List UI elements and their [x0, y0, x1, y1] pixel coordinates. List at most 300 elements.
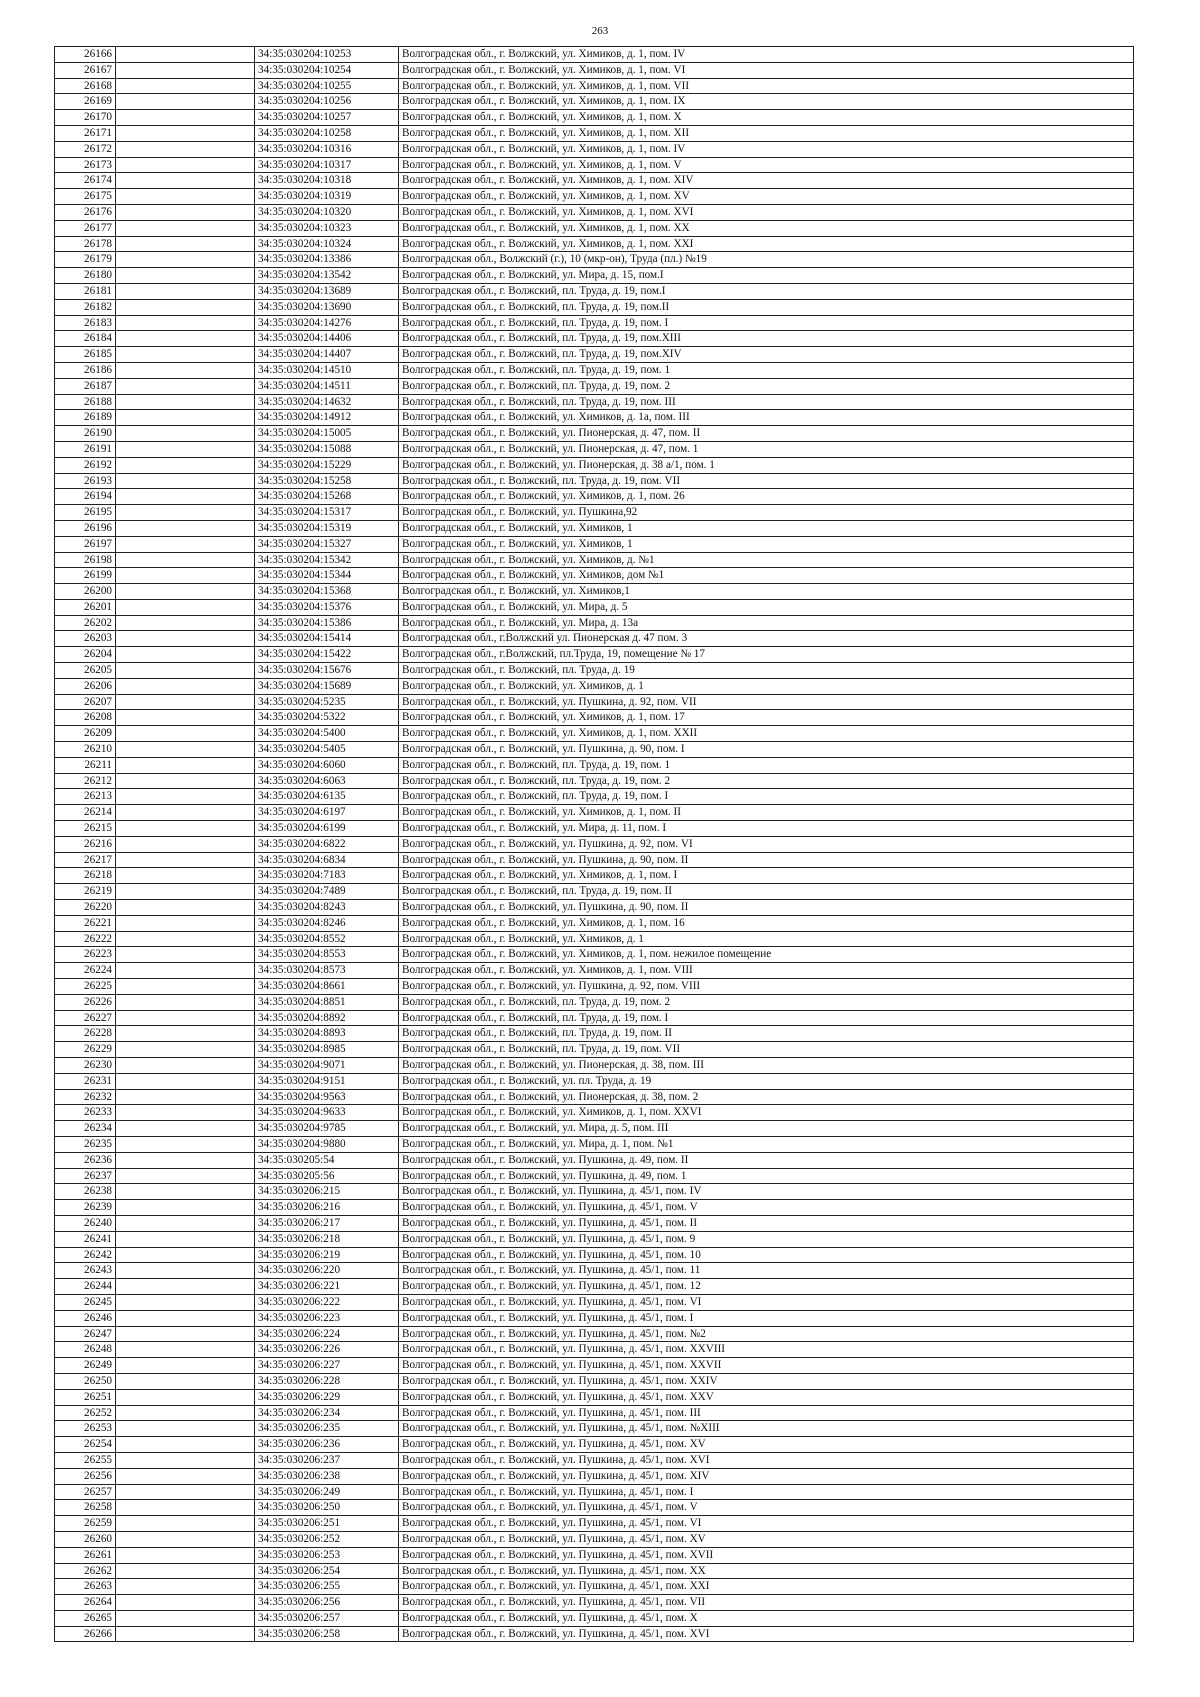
empty-cell: [116, 1452, 255, 1468]
table-row: [55, 1484, 1134, 1500]
empty-cell: [116, 78, 255, 94]
empty-cell: [116, 584, 255, 600]
cadastral-number-cell: 34:35:030204:14511: [255, 378, 399, 394]
empty-cell: [116, 252, 255, 268]
address-cell: Волгоградская обл., г. Волжский, ул. Пушкина, д. 92, пом. VI: [399, 836, 1134, 852]
table-row: [55, 1294, 1134, 1310]
table-row: [55, 141, 1134, 157]
cadastral-number-cell: 34:35:030204:14912: [255, 410, 399, 426]
table-row: [55, 1421, 1134, 1437]
table-row: [55, 821, 1134, 837]
table-row: [55, 852, 1134, 868]
address-cell: Волгоградская обл., г. Волжский, пл. Труда, д. 19, пом. II: [399, 1026, 1134, 1042]
row-number-cell: 26237: [55, 1168, 116, 1184]
table-row: [55, 283, 1134, 299]
table-row: [55, 884, 1134, 900]
row-number-cell: 26226: [55, 994, 116, 1010]
cadastral-number-cell: 34:35:030204:13386: [255, 252, 399, 268]
cadastral-number-cell: 34:35:030206:257: [255, 1610, 399, 1626]
table-row: [55, 173, 1134, 189]
empty-cell: [116, 1136, 255, 1152]
cadastral-number-cell: 34:35:030204:6060: [255, 757, 399, 773]
cadastral-number-cell: 34:35:030206:237: [255, 1452, 399, 1468]
empty-cell: [116, 979, 255, 995]
table-row: [55, 1531, 1134, 1547]
address-cell: Волгоградская обл., г. Волжский, ул. Пионерская, д. 38, пом. 2: [399, 1089, 1134, 1105]
address-cell: Волгоградская обл., г. Волжский, пл. Труда, д. 19, пом. VII: [399, 473, 1134, 489]
address-cell: Волгоградская обл., г. Волжский, пл. Труда, д. 19, пом. VII: [399, 1042, 1134, 1058]
address-cell: Волгоградская обл., г. Волжский, ул. Пионерская, д. 47, пом. II: [399, 426, 1134, 442]
row-number-cell: 26177: [55, 220, 116, 236]
table-row: [55, 189, 1134, 205]
row-number-cell: 26234: [55, 1121, 116, 1137]
cadastral-number-cell: 34:35:030204:6135: [255, 789, 399, 805]
cadastral-number-cell: 34:35:030204:9151: [255, 1073, 399, 1089]
cadastral-number-cell: 34:35:030204:8553: [255, 947, 399, 963]
cadastral-number-cell: 34:35:030204:10319: [255, 189, 399, 205]
empty-cell: [116, 1279, 255, 1295]
empty-cell: [116, 647, 255, 663]
address-cell: Волгоградская обл., г. Волжский, ул. Пушкина, д. 45/1, пом. I: [399, 1310, 1134, 1326]
empty-cell: [116, 1184, 255, 1200]
address-cell: Волгоградская обл., г. Волжский, ул. Пионерская, д. 38, пом. III: [399, 1058, 1134, 1074]
row-number-cell: 26168: [55, 78, 116, 94]
address-cell: Волгоградская обл., г. Волжский, ул. Химиков, д. 1, пом. IV: [399, 47, 1134, 63]
row-number-cell: 26221: [55, 915, 116, 931]
row-number-cell: 26223: [55, 947, 116, 963]
address-cell: Волгоградская обл., г. Волжский, ул. Пушкина, д. 45/1, пом. XXIV: [399, 1373, 1134, 1389]
row-number-cell: 26201: [55, 599, 116, 615]
row-number-cell: 26245: [55, 1294, 116, 1310]
empty-cell: [116, 947, 255, 963]
empty-cell: [116, 236, 255, 252]
empty-cell: [116, 568, 255, 584]
row-number-cell: 26242: [55, 1247, 116, 1263]
row-number-cell: 26232: [55, 1089, 116, 1105]
cadastral-number-cell: 34:35:030204:9563: [255, 1089, 399, 1105]
row-number-cell: 26198: [55, 552, 116, 568]
row-number-cell: 26205: [55, 663, 116, 679]
table-row: [55, 1547, 1134, 1563]
cadastral-number-cell: 34:35:030204:9071: [255, 1058, 399, 1074]
row-number-cell: 26243: [55, 1263, 116, 1279]
empty-cell: [116, 157, 255, 173]
row-number-cell: 26204: [55, 647, 116, 663]
row-number-cell: 26178: [55, 236, 116, 252]
cadastral-number-cell: 34:35:030204:10323: [255, 220, 399, 236]
row-number-cell: 26182: [55, 299, 116, 315]
table-row: [55, 47, 1134, 63]
table-row: [55, 1595, 1134, 1611]
row-number-cell: 26173: [55, 157, 116, 173]
cadastral-number-cell: 34:35:030204:14276: [255, 315, 399, 331]
cadastral-number-cell: 34:35:030206:256: [255, 1595, 399, 1611]
cadastral-number-cell: 34:35:030204:5400: [255, 726, 399, 742]
empty-cell: [116, 821, 255, 837]
table-row: [55, 900, 1134, 916]
empty-cell: [116, 299, 255, 315]
address-cell: Волгоградская обл., г. Волжский, ул. Химиков, д. 1, пом. нежилое помещение: [399, 947, 1134, 963]
table-row: [55, 1626, 1134, 1642]
empty-cell: [116, 347, 255, 363]
table-row: [55, 915, 1134, 931]
registry-body: [55, 47, 1134, 1642]
row-number-cell: 26231: [55, 1073, 116, 1089]
row-number-cell: 26200: [55, 584, 116, 600]
table-row: [55, 1010, 1134, 1026]
row-number-cell: 26184: [55, 331, 116, 347]
table-row: [55, 505, 1134, 521]
table-row: [55, 1121, 1134, 1137]
cadastral-number-cell: 34:35:030204:15386: [255, 615, 399, 631]
address-cell: Волгоградская обл., г. Волжский, пл. Труда, д. 19, пом.XIV: [399, 347, 1134, 363]
cadastral-number-cell: 34:35:030204:7183: [255, 868, 399, 884]
cadastral-number-cell: 34:35:030206:253: [255, 1547, 399, 1563]
address-cell: Волгоградская обл., г. Волжский, ул. Пушкина, д. 45/1, пом. XXVII: [399, 1358, 1134, 1374]
cadastral-number-cell: 34:35:030204:10320: [255, 204, 399, 220]
row-number-cell: 26186: [55, 362, 116, 378]
cadastral-number-cell: 34:35:030204:8985: [255, 1042, 399, 1058]
row-number-cell: 26196: [55, 520, 116, 536]
cadastral-number-cell: 34:35:030206:224: [255, 1326, 399, 1342]
page-number: 263: [591, 25, 609, 37]
table-row: [55, 615, 1134, 631]
address-cell: Волгоградская обл., г. Волжский, ул. Пионерская, д. 38 а/1, пом. 1: [399, 457, 1134, 473]
address-cell: Волгоградская обл., г. Волжский, ул. Пушкина, д. 45/1, пом. V: [399, 1200, 1134, 1216]
empty-cell: [116, 315, 255, 331]
empty-cell: [116, 536, 255, 552]
row-number-cell: 26209: [55, 726, 116, 742]
address-cell: Волгоградская обл., г. Волжский, ул. Химиков, д. 1, пом. XX: [399, 220, 1134, 236]
cadastral-number-cell: 34:35:030204:15689: [255, 678, 399, 694]
empty-cell: [116, 1358, 255, 1374]
row-number-cell: 26250: [55, 1373, 116, 1389]
empty-cell: [116, 1516, 255, 1532]
cadastral-number-cell: 34:35:030204:14406: [255, 331, 399, 347]
address-cell: Волгоградская обл., г. Волжский, ул. Пушкина, д. 45/1, пом. 9: [399, 1231, 1134, 1247]
empty-cell: [116, 1152, 255, 1168]
empty-cell: [116, 1626, 255, 1642]
empty-cell: [116, 1421, 255, 1437]
row-number-cell: 26235: [55, 1136, 116, 1152]
row-number-cell: 26260: [55, 1531, 116, 1547]
address-cell: Волгоградская обл., г. Волжский, ул. Химиков, д. 1, пом. XXII: [399, 726, 1134, 742]
cadastral-number-cell: 34:35:030204:10253: [255, 47, 399, 63]
table-row: [55, 78, 1134, 94]
row-number-cell: 26183: [55, 315, 116, 331]
table-row: [55, 94, 1134, 110]
cadastral-number-cell: 34:35:030204:10257: [255, 110, 399, 126]
address-cell: Волгоградская обл., г.Волжский ул. Пионерская д. 47 пом. 3: [399, 631, 1134, 647]
table-row: [55, 110, 1134, 126]
table-row: [55, 1437, 1134, 1453]
empty-cell: [116, 489, 255, 505]
address-cell: Волгоградская обл., г. Волжский, ул. Химиков, д. 1, пом. VI: [399, 62, 1134, 78]
row-number-cell: 26262: [55, 1563, 116, 1579]
address-cell: Волгоградская обл., г. Волжский, ул. Химиков, д. 1, пом. IV: [399, 141, 1134, 157]
table-row: [55, 236, 1134, 252]
cadastral-number-cell: 34:35:030204:9880: [255, 1136, 399, 1152]
row-number-cell: 26212: [55, 773, 116, 789]
address-cell: Волгоградская обл., г. Волжский, ул. Пушкина, д. 45/1, пом. XXV: [399, 1389, 1134, 1405]
table-row: [55, 1610, 1134, 1626]
empty-cell: [116, 1089, 255, 1105]
address-cell: Волгоградская обл., г. Волжский, ул. Пушкина, д. 45/1, пом. XVI: [399, 1452, 1134, 1468]
table-row: [55, 663, 1134, 679]
row-number-cell: 26255: [55, 1452, 116, 1468]
address-cell: Волгоградская обл., г. Волжский, ул. Мира, д. 5, пом. III: [399, 1121, 1134, 1137]
cadastral-number-cell: 34:35:030204:5322: [255, 710, 399, 726]
address-cell: Волгоградская обл., г. Волжский, ул. Химиков, д. 1, пом. VIII: [399, 963, 1134, 979]
cadastral-number-cell: 34:35:030206:234: [255, 1405, 399, 1421]
table-row: [55, 1563, 1134, 1579]
empty-cell: [116, 552, 255, 568]
table-row: [55, 1247, 1134, 1263]
table-row: [55, 694, 1134, 710]
address-cell: Волгоградская обл., г. Волжский, пл. Труда, д. 19, пом. 1: [399, 362, 1134, 378]
empty-cell: [116, 1105, 255, 1121]
row-number-cell: 26257: [55, 1484, 116, 1500]
table-row: [55, 963, 1134, 979]
cadastral-number-cell: 34:35:030206:254: [255, 1563, 399, 1579]
table-row: [55, 647, 1134, 663]
empty-cell: [116, 1405, 255, 1421]
cadastral-number-cell: 34:35:030206:215: [255, 1184, 399, 1200]
cadastral-number-cell: 34:35:030206:258: [255, 1626, 399, 1642]
empty-cell: [116, 441, 255, 457]
row-number-cell: 26208: [55, 710, 116, 726]
table-row: [55, 220, 1134, 236]
table-row: [55, 125, 1134, 141]
row-number-cell: 26239: [55, 1200, 116, 1216]
cadastral-number-cell: 34:35:030204:15368: [255, 584, 399, 600]
cadastral-number-cell: 34:35:030204:8243: [255, 900, 399, 916]
table-row: [55, 757, 1134, 773]
cadastral-number-cell: 34:35:030204:15258: [255, 473, 399, 489]
empty-cell: [116, 1468, 255, 1484]
table-row: [55, 426, 1134, 442]
empty-cell: [116, 189, 255, 205]
address-cell: Волгоградская обл., г. Волжский, ул. Химиков, д. 1, пом. IX: [399, 94, 1134, 110]
cadastral-number-cell: 34:35:030204:10317: [255, 157, 399, 173]
cadastral-number-cell: 34:35:030204:10254: [255, 62, 399, 78]
address-cell: Волгоградская обл., г. Волжский, ул. Химиков, д. 1, пом. XVI: [399, 204, 1134, 220]
table-row: [55, 947, 1134, 963]
table-row: [55, 1042, 1134, 1058]
cadastral-number-cell: 34:35:030204:15327: [255, 536, 399, 552]
row-number-cell: 26180: [55, 268, 116, 284]
address-cell: Волгоградская обл., г. Волжский, ул. Пушкина, д. 45/1, пом. VI: [399, 1516, 1134, 1532]
cadastral-number-cell: 34:35:030204:15268: [255, 489, 399, 505]
empty-cell: [116, 394, 255, 410]
row-number-cell: 26199: [55, 568, 116, 584]
empty-cell: [116, 410, 255, 426]
table-row: [55, 204, 1134, 220]
address-cell: Волгоградская обл., г. Волжский, ул. Мира, д. 13а: [399, 615, 1134, 631]
row-number-cell: 26175: [55, 189, 116, 205]
address-cell: Волгоградская обл., г. Волжский, ул. Химиков, д. 1, пом. 26: [399, 489, 1134, 505]
table-row: [55, 1263, 1134, 1279]
address-cell: Волгоградская обл., г. Волжский, ул. Химиков, д. 1, пом. X: [399, 110, 1134, 126]
row-number-cell: 26188: [55, 394, 116, 410]
row-number-cell: 26263: [55, 1579, 116, 1595]
row-number-cell: 26240: [55, 1215, 116, 1231]
row-number-cell: 26258: [55, 1500, 116, 1516]
table-row: [55, 1105, 1134, 1121]
address-cell: Волгоградская обл., г. Волжский, ул. Пушкина, д. 45/1, пом. №XIII: [399, 1421, 1134, 1437]
cadastral-number-cell: 34:35:030205:56: [255, 1168, 399, 1184]
cadastral-number-cell: 34:35:030204:15088: [255, 441, 399, 457]
row-number-cell: 26254: [55, 1437, 116, 1453]
row-number-cell: 26247: [55, 1326, 116, 1342]
address-cell: Волгоградская обл., г. Волжский, ул. Химиков, д. 1, пом. XV: [399, 189, 1134, 205]
address-cell: Волгоградская обл., г. Волжский, ул. Пушкина, д. 45/1, пом. X: [399, 1610, 1134, 1626]
row-number-cell: 26211: [55, 757, 116, 773]
address-cell: Волгоградская обл., г. Волжский, ул. Пушкина, д. 90, пом. II: [399, 852, 1134, 868]
row-number-cell: 26174: [55, 173, 116, 189]
table-row: [55, 1279, 1134, 1295]
empty-cell: [116, 1389, 255, 1405]
empty-cell: [116, 141, 255, 157]
empty-cell: [116, 1010, 255, 1026]
cadastral-number-cell: 34:35:030204:14632: [255, 394, 399, 410]
table-row: [55, 742, 1134, 758]
empty-cell: [116, 1294, 255, 1310]
address-cell: Волгоградская обл., г. Волжский, ул. Пушкина, д. 45/1, пом. II: [399, 1215, 1134, 1231]
row-number-cell: 26197: [55, 536, 116, 552]
empty-cell: [116, 473, 255, 489]
table-row: [55, 536, 1134, 552]
address-cell: Волгоградская обл., г. Волжский, ул. Химиков, дом №1: [399, 568, 1134, 584]
row-number-cell: 26218: [55, 868, 116, 884]
cadastral-number-cell: 34:35:030204:15229: [255, 457, 399, 473]
table-row: [55, 568, 1134, 584]
row-number-cell: 26171: [55, 125, 116, 141]
address-cell: Волгоградская обл., г. Волжский, ул. Пушкина, д. 45/1, пом. XXVIII: [399, 1342, 1134, 1358]
empty-cell: [116, 457, 255, 473]
table-row: [55, 631, 1134, 647]
table-row: [55, 836, 1134, 852]
address-cell: Волгоградская обл., г. Волжский, ул. Пушкина, д. 45/1, пом. №2: [399, 1326, 1134, 1342]
table-row: [55, 62, 1134, 78]
empty-cell: [116, 994, 255, 1010]
cadastral-number-cell: 34:35:030204:13690: [255, 299, 399, 315]
cadastral-number-cell: 34:35:030204:8246: [255, 915, 399, 931]
address-cell: Волгоградская обл., г. Волжский, ул. Химиков, 1: [399, 520, 1134, 536]
address-cell: Волгоградская обл., г. Волжский, ул. Пушкина, д. 45/1, пом. III: [399, 1405, 1134, 1421]
row-number-cell: 26227: [55, 1010, 116, 1026]
row-number-cell: 26167: [55, 62, 116, 78]
cadastral-number-cell: 34:35:030206:227: [255, 1358, 399, 1374]
cadastral-number-cell: 34:35:030204:6834: [255, 852, 399, 868]
address-cell: Волгоградская обл., г. Волжский, ул. Пионерская, д. 47, пом. 1: [399, 441, 1134, 457]
empty-cell: [116, 173, 255, 189]
empty-cell: [116, 773, 255, 789]
empty-cell: [116, 868, 255, 884]
address-cell: Волгоградская обл., г. Волжский, ул. Химиков, д. №1: [399, 552, 1134, 568]
empty-cell: [116, 1610, 255, 1626]
table-row: [55, 1184, 1134, 1200]
table-row: [55, 1500, 1134, 1516]
cadastral-number-cell: 34:35:030204:8661: [255, 979, 399, 995]
empty-cell: [116, 836, 255, 852]
cadastral-number-cell: 34:35:030206:255: [255, 1579, 399, 1595]
empty-cell: [116, 915, 255, 931]
row-number-cell: 26256: [55, 1468, 116, 1484]
empty-cell: [116, 599, 255, 615]
address-cell: Волгоградская обл., г. Волжский, ул. Пушкина, д. 45/1, пом. I: [399, 1484, 1134, 1500]
address-cell: Волгоградская обл., г. Волжский, ул. Пушкина, д. 45/1, пом. 12: [399, 1279, 1134, 1295]
row-number-cell: 26190: [55, 426, 116, 442]
row-number-cell: 26215: [55, 821, 116, 837]
table-row: [55, 1089, 1134, 1105]
cadastral-number-cell: 34:35:030206:252: [255, 1531, 399, 1547]
cadastral-number-cell: 34:35:030206:222: [255, 1294, 399, 1310]
address-cell: Волгоградская обл., г. Волжский, ул. Пушкина, д. 92, пом. VII: [399, 694, 1134, 710]
address-cell: Волгоградская обл., г. Волжский, ул. Химиков, д. 1, пом. 17: [399, 710, 1134, 726]
table-row: [55, 584, 1134, 600]
cadastral-number-cell: 34:35:030204:13542: [255, 268, 399, 284]
address-cell: Волгоградская обл., г. Волжский, ул. Химиков, д. 1, пом. XIV: [399, 173, 1134, 189]
cadastral-number-cell: 34:35:030206:217: [255, 1215, 399, 1231]
row-number-cell: 26210: [55, 742, 116, 758]
address-cell: Волгоградская обл., г. Волжский, ул. Мира, д. 1, пом. №1: [399, 1136, 1134, 1152]
address-cell: Волгоградская обл., г. Волжский, ул. Мира, д. 5: [399, 599, 1134, 615]
table-row: [55, 1058, 1134, 1074]
row-number-cell: 26238: [55, 1184, 116, 1200]
row-number-cell: 26166: [55, 47, 116, 63]
row-number-cell: 26265: [55, 1610, 116, 1626]
cadastral-number-cell: 34:35:030204:14510: [255, 362, 399, 378]
table-row: [55, 347, 1134, 363]
cadastral-number-cell: 34:35:030206:226: [255, 1342, 399, 1358]
address-cell: Волгоградская обл., г. Волжский, ул. Химиков, д. 1, пом. VII: [399, 78, 1134, 94]
table-row: [55, 489, 1134, 505]
row-number-cell: 26225: [55, 979, 116, 995]
row-number-cell: 26179: [55, 252, 116, 268]
address-cell: Волгоградская обл., г. Волжский, пл. Труда, д. 19: [399, 663, 1134, 679]
row-number-cell: 26213: [55, 789, 116, 805]
table-row: [55, 299, 1134, 315]
row-number-cell: 26249: [55, 1358, 116, 1374]
row-number-cell: 26230: [55, 1058, 116, 1074]
row-number-cell: 26206: [55, 678, 116, 694]
cadastral-number-cell: 34:35:030206:223: [255, 1310, 399, 1326]
address-cell: Волгоградская обл., г. Волжский, пл. Труда, д. 19, пом. 2: [399, 994, 1134, 1010]
table-row: [55, 268, 1134, 284]
row-number-cell: 26241: [55, 1231, 116, 1247]
empty-cell: [116, 1326, 255, 1342]
address-cell: Волгоградская обл., г. Волжский, пл. Труда, д. 19, пом. I: [399, 789, 1134, 805]
cadastral-number-cell: 34:35:030204:10258: [255, 125, 399, 141]
empty-cell: [116, 678, 255, 694]
address-cell: Волгоградская обл., г. Волжский, ул. Химиков, д. 1, пом. II: [399, 805, 1134, 821]
empty-cell: [116, 1437, 255, 1453]
cadastral-number-cell: 34:35:030206:220: [255, 1263, 399, 1279]
empty-cell: [116, 505, 255, 521]
table-row: [55, 1468, 1134, 1484]
empty-cell: [116, 1121, 255, 1137]
table-row: [55, 1073, 1134, 1089]
cadastral-number-cell: 34:35:030204:10256: [255, 94, 399, 110]
empty-cell: [116, 852, 255, 868]
empty-cell: [116, 331, 255, 347]
empty-cell: [116, 694, 255, 710]
row-number-cell: 26228: [55, 1026, 116, 1042]
cadastral-number-cell: 34:35:030204:8893: [255, 1026, 399, 1042]
address-cell: Волгоградская обл., г. Волжский, ул. Пушкина, д. 45/1, пом. XX: [399, 1563, 1134, 1579]
cadastral-number-cell: 34:35:030206:216: [255, 1200, 399, 1216]
